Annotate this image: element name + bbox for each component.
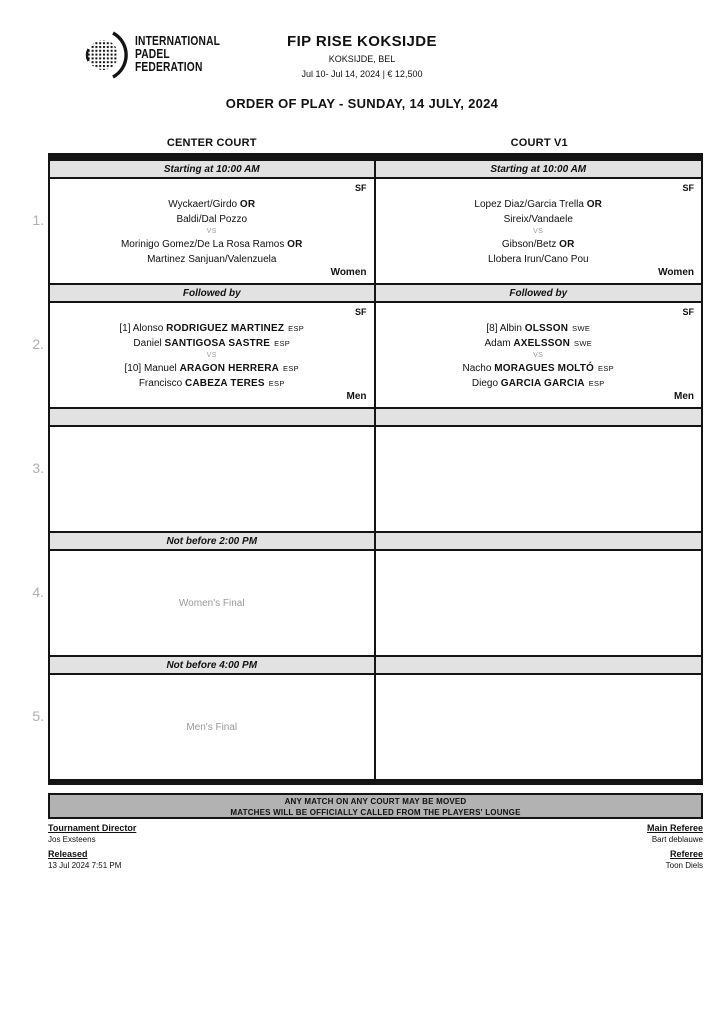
team-line: [121, 237, 303, 252]
match-cell-1-center: [50, 179, 376, 283]
player-first-name: [8] Albin: [486, 323, 525, 334]
round-tag: SF: [354, 183, 367, 193]
team-or: OR: [287, 239, 303, 250]
ipf-logo-line-3: FEDERATION: [135, 59, 203, 74]
match-placeholder: Women's Final: [178, 597, 245, 609]
main-referee-value: Bart deblauwe: [651, 835, 703, 844]
player-first-name: [10] Manuel: [124, 363, 180, 374]
padel-ball-icon: [84, 27, 130, 81]
row-number-5: 5.: [32, 708, 44, 724]
match-row-1: [50, 179, 701, 283]
team-line: [168, 197, 255, 212]
row-number-2: 2.: [32, 336, 44, 352]
country-code: ESP: [288, 324, 305, 333]
player-line: [125, 361, 299, 376]
team-names: Martinez Sanjuan/Valenzuela: [147, 254, 277, 265]
vs-label: VS: [206, 352, 217, 359]
vs-label: VS: [206, 228, 217, 235]
match-placeholder: Men's Final: [186, 721, 238, 733]
main-referee-label: Main Referee: [646, 823, 703, 833]
session-bar-row-3: [50, 407, 701, 427]
match-cell-2-center: [50, 303, 376, 407]
category-tag: Women: [658, 267, 694, 278]
player-first-name: Nacho: [462, 363, 495, 374]
footer-left: [48, 822, 136, 874]
match-cell-1-v1: [376, 179, 702, 283]
team-line: [147, 252, 276, 267]
team-names: Baldi/Dal Pozzo: [176, 214, 248, 225]
team-names: Llobera Irun/Cano Pou: [487, 254, 589, 265]
schedule-table: [48, 153, 703, 785]
team-line: [504, 212, 573, 227]
session-bar-label: [376, 409, 702, 425]
match-cell-4-center: [50, 551, 376, 655]
player-first-name: Diego: [471, 378, 501, 389]
tournament-location: KOKSIJDE, BEL: [328, 54, 396, 64]
match-row-4: [50, 551, 701, 655]
match-row-5: [50, 675, 701, 779]
player-first-name: Francisco: [138, 378, 185, 389]
session-bar-label: Not before 4:00 PM: [50, 657, 376, 673]
session-bar-label: [376, 533, 702, 549]
court-titles: [48, 137, 703, 149]
player-line: [139, 376, 285, 391]
notice-line-1: ANY MATCH ON ANY COURT MAY BE MOVED: [284, 797, 467, 806]
category-tag: Women: [330, 267, 367, 278]
player-line: [484, 336, 592, 351]
country-code: ESP: [283, 364, 299, 373]
player-first-name: Daniel: [133, 338, 165, 349]
team-line: [502, 237, 575, 252]
match-cell-5-center: [50, 675, 376, 779]
page-title: ORDER OF PLAY - SUNDAY, 14 JULY, 2024: [225, 96, 499, 111]
ipf-logo-line-1: INTERNATIONAL: [135, 33, 221, 48]
team-names: Gibson/Betz: [501, 239, 560, 250]
team-line: [176, 212, 247, 227]
referee-value: Toon Diels: [665, 861, 703, 870]
event-header: [287, 33, 437, 79]
country-code: SWE: [572, 324, 591, 333]
player-surname: CABEZA TERES: [184, 378, 265, 389]
tournament-name: FIP RISE KOKSIJDE: [287, 33, 437, 50]
player-line: [486, 321, 590, 336]
row-number-1: 1.: [32, 212, 44, 228]
court-title-center: CENTER COURT: [166, 137, 257, 149]
team-or: OR: [586, 199, 603, 210]
row-number-3: 3.: [32, 460, 44, 476]
team-line: [474, 197, 602, 212]
match-cell-2-v1: [376, 303, 702, 407]
round-tag: SF: [682, 183, 694, 193]
team-names: Wyckaert/Girdo: [168, 199, 240, 210]
player-line: [133, 336, 290, 351]
table-bottom-bar: [50, 779, 701, 785]
team-names: Lopez Diaz/Garcia Trella: [474, 199, 587, 210]
court-title-v1: COURT V1: [510, 137, 568, 149]
country-code: ESP: [588, 379, 605, 388]
team-or: OR: [239, 199, 256, 210]
player-surname: AXELSSON: [513, 338, 571, 349]
session-bar-row-4: [50, 531, 701, 551]
country-code: SWE: [574, 339, 592, 348]
player-surname: OLSSON: [524, 323, 569, 334]
match-cell-3-v1: [376, 427, 702, 531]
session-bar-row-1: [50, 159, 701, 179]
match-row-3: [50, 427, 701, 531]
player-surname: MORAGUES MOLTÓ: [494, 363, 595, 374]
session-bar-row-2: [50, 283, 701, 303]
player-line: [119, 321, 304, 336]
country-code: ESP: [274, 339, 291, 348]
player-first-name: Adam: [484, 338, 514, 349]
vs-label: VS: [533, 228, 544, 235]
session-bar-label: [376, 657, 702, 673]
session-bar-label: Starting at 10:00 AM: [50, 161, 376, 177]
notice-line-2: MATCHES WILL BE OFFICIALLY CALLED FROM THE PLAYERS' LOUNGE: [230, 808, 521, 817]
team-or: OR: [559, 239, 575, 250]
ipf-logo: [84, 27, 239, 81]
round-tag: SF: [682, 307, 694, 317]
session-bar-label: Followed by: [50, 285, 376, 301]
player-surname: RODRIGUEZ MARTINEZ: [166, 323, 285, 334]
player-line: [463, 361, 614, 376]
match-cell-5-v1: [376, 675, 702, 779]
player-surname: SANTIGOSA SASTRE: [164, 338, 271, 349]
tournament-director-label: Tournament Director: [48, 823, 137, 833]
team-line: [488, 252, 589, 267]
ipf-logo-text: [135, 35, 220, 74]
team-names: Sireix/Vandaele: [503, 214, 573, 225]
match-row-2: [50, 303, 701, 407]
player-first-name: [1] Alonso: [119, 323, 167, 334]
row-number-4: 4.: [32, 584, 44, 600]
match-cell-4-v1: [376, 551, 702, 655]
session-bar-row-5: [50, 655, 701, 675]
released-label: Released: [48, 849, 88, 859]
vs-label: VS: [533, 352, 544, 359]
tournament-director-value: Jos Exsteens: [48, 835, 96, 844]
tournament-dates-prize: Jul 10- Jul 14, 2024 | € 12,500: [301, 69, 423, 79]
session-bar-label: [50, 409, 376, 425]
player-line: [472, 376, 605, 391]
session-bar-label: Starting at 10:00 AM: [376, 161, 702, 177]
player-surname: GARCIA GARCIA: [500, 378, 585, 389]
country-code: ESP: [598, 364, 614, 373]
match-cell-3-center: [50, 427, 376, 531]
released-value: 13 Jul 2024 7:51 PM: [48, 861, 122, 870]
footer-right: [647, 822, 703, 874]
country-code: ESP: [268, 379, 285, 388]
category-tag: Men: [674, 391, 694, 402]
category-tag: Men: [346, 391, 367, 402]
ipf-logo-line-2: PADEL: [135, 46, 170, 61]
session-bar-label: Followed by: [376, 285, 702, 301]
notice-banner: [48, 793, 703, 819]
player-surname: ARAGON HERRERA: [179, 363, 280, 374]
team-names: Morinigo Gomez/De La Rosa Ramos: [120, 239, 288, 250]
round-tag: SF: [354, 307, 367, 317]
referee-label: Referee: [669, 849, 703, 859]
session-bar-label: Not before 2:00 PM: [50, 533, 376, 549]
